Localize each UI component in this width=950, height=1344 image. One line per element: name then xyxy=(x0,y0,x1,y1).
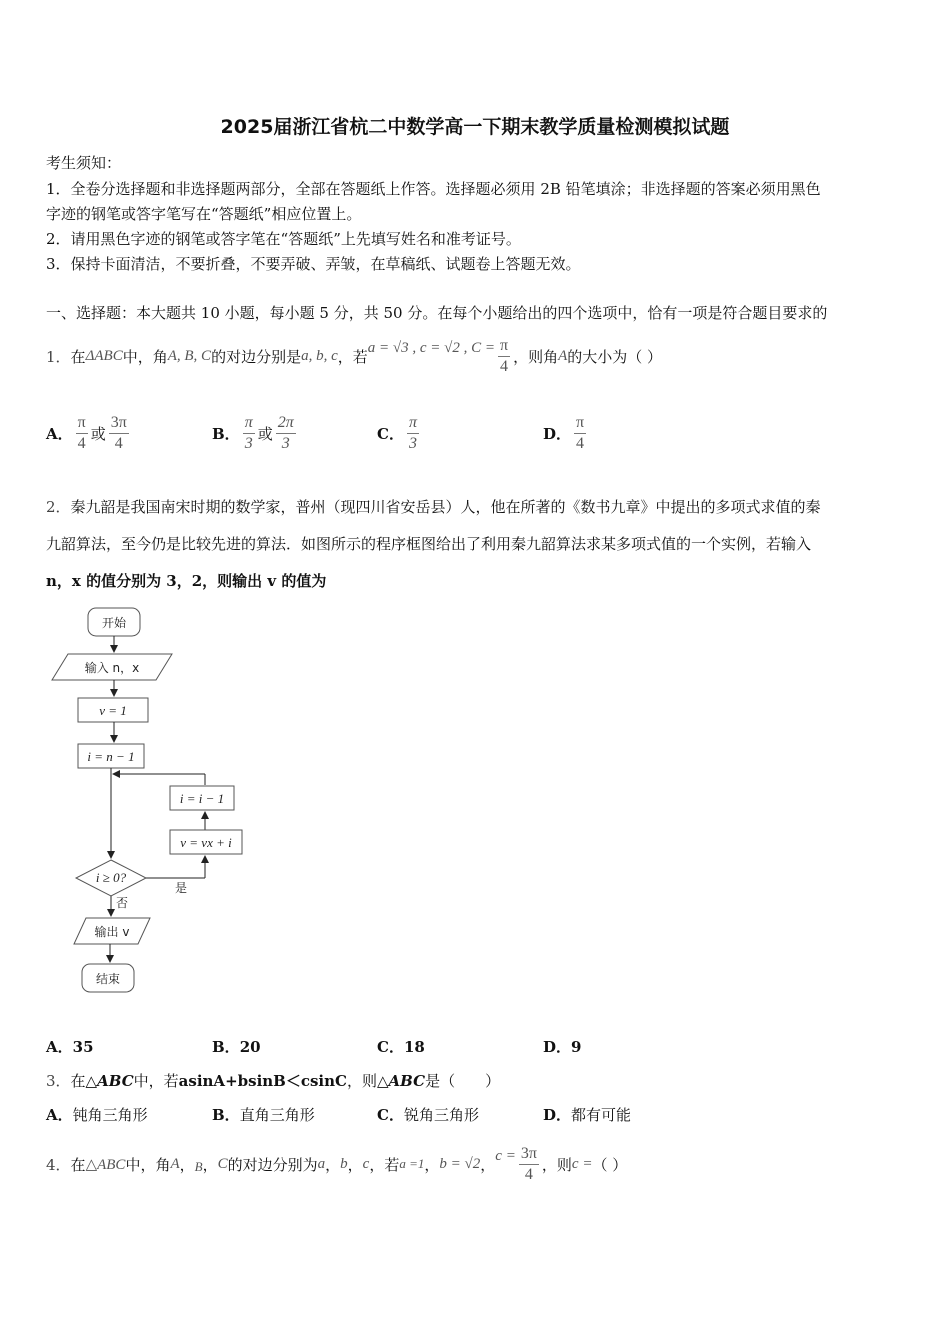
q1-option-a[interactable]: A． $\frac{\pi}{4}$ 或 $\frac{3\pi}{4}$ xyxy=(46,413,127,452)
question-number: 2． xyxy=(46,498,71,516)
question-1 xyxy=(46,330,662,382)
q1-option-d[interactable]: D． $\frac{\pi}{4}$ xyxy=(543,413,585,452)
notice-heading: 考生须知： xyxy=(46,154,122,172)
section-heading: 一、选择题：本大题共 10 小题，每小题 5 分，共 50 分。在每个小题给出的四个选项中，恰有一项是符合题目要求的 xyxy=(46,304,828,322)
q2-option-b[interactable]: B．20 xyxy=(212,1038,261,1056)
q2-option-d[interactable]: D．9 xyxy=(543,1038,582,1056)
flow-i-dec: i = i − 1 xyxy=(179,791,225,806)
q3-option-c[interactable]: C．锐角三角形 xyxy=(377,1106,479,1124)
question-number: 1． xyxy=(46,347,71,366)
q2-line: 九韶算法，至今仍是比较先进的算法．如图所示的程序框图给出了利用秦九韶算法求某多项式值的一个实例，若输入 xyxy=(46,535,812,553)
q1-sides: a, b, c xyxy=(301,347,338,364)
question-2 xyxy=(46,496,821,517)
question-3: 3．在△ABC中，若asinA+bsinB＜csinC，则△ABC是（ ） xyxy=(46,1072,501,1090)
q1-condition: a = √3 , c = √2 , C = xyxy=(367,339,496,356)
q1-fraction: $\frac{\pi}{4}$ xyxy=(500,336,509,375)
q1-text: ，若 xyxy=(337,347,368,366)
page-title: 2025届浙江省杭二中数学高一下期末教学质量检测模拟试题 xyxy=(220,116,730,138)
q1-angles: A, B, C xyxy=(167,347,212,364)
q1-text: 的大小为（ ） xyxy=(567,347,663,366)
flow-yes-label: 是 xyxy=(175,881,188,895)
flow-start: 开始 xyxy=(101,616,127,630)
flow-input: 输入 n，x xyxy=(84,661,140,675)
q2-line: 秦九韶是我国南宋时期的数学家，普州（现四川省安岳县）人，他在所著的《数书九章》中提出的多项式求值的秦 xyxy=(70,498,821,516)
notice-line: 2．请用黑色字迹的钢笔或答字笔在“答题纸”上先填写姓名和准考证号。 xyxy=(46,230,521,248)
q3-option-a[interactable]: A．钝角三角形 xyxy=(46,1106,148,1124)
flow-end: 结束 xyxy=(95,972,121,986)
q1-triangle: ΔABC xyxy=(85,347,123,364)
notice-line: 字迹的钢笔或答字笔写在“答题纸”相应位置上。 xyxy=(46,205,362,223)
q1-angle: A xyxy=(558,347,568,364)
flow-decision: i ≥ 0? xyxy=(95,870,127,885)
q1-text: ，则角 xyxy=(513,347,559,366)
flow-output: 输出 v xyxy=(94,925,130,939)
question-number: 4． xyxy=(46,1155,71,1174)
flow-v-update: v = vx + i xyxy=(180,835,232,850)
q1-option-c[interactable]: C． $\frac{\pi}{3}$ xyxy=(377,413,417,452)
notice-line: 3．保持卡面清洁，不要折叠，不要弄破、弄皱，在草稿纸、试题卷上答题无效。 xyxy=(46,255,581,273)
question-number: 3． xyxy=(46,1072,71,1090)
q3-option-d[interactable]: D．都有可能 xyxy=(543,1106,632,1124)
flow-v-init: v = 1 xyxy=(99,703,127,718)
q1-text: 在 xyxy=(70,347,86,366)
q3-expression: asinA+bsinB＜csinC xyxy=(178,1072,347,1090)
flow-i-init: i = n − 1 xyxy=(87,749,135,764)
q3-option-b[interactable]: B．直角三角形 xyxy=(212,1106,315,1124)
flowchart xyxy=(40,600,260,1000)
notice-line: 1．全卷分选择题和非选择题两部分，全部在答题纸上作答。选择题必须用 2B 铅笔填涂；非选择题的答案必须用黑色 xyxy=(46,180,821,198)
q2-option-a[interactable]: A．35 xyxy=(46,1038,94,1056)
q1-text: 的对边分别是 xyxy=(211,347,302,366)
question-4: 4． 在 △ABC 中，角 A ， B ， C 的对边分别为 a ， b ， c ，若 a =1 ， b = √2 ， c = $\frac{3\pi}{4}$ ，则 c = （ ） xyxy=(46,1144,628,1183)
flow-no-label: 否 xyxy=(116,896,129,910)
q2-option-c[interactable]: C．18 xyxy=(377,1038,425,1056)
q2-line: n，x 的值分别为 3，2，则输出 v 的值为 xyxy=(46,572,327,590)
q1-option-b[interactable]: B． $\frac{\pi}{3}$ 或 $\frac{2\pi}{3}$ xyxy=(212,413,294,452)
q1-text: 中，角 xyxy=(122,347,168,366)
